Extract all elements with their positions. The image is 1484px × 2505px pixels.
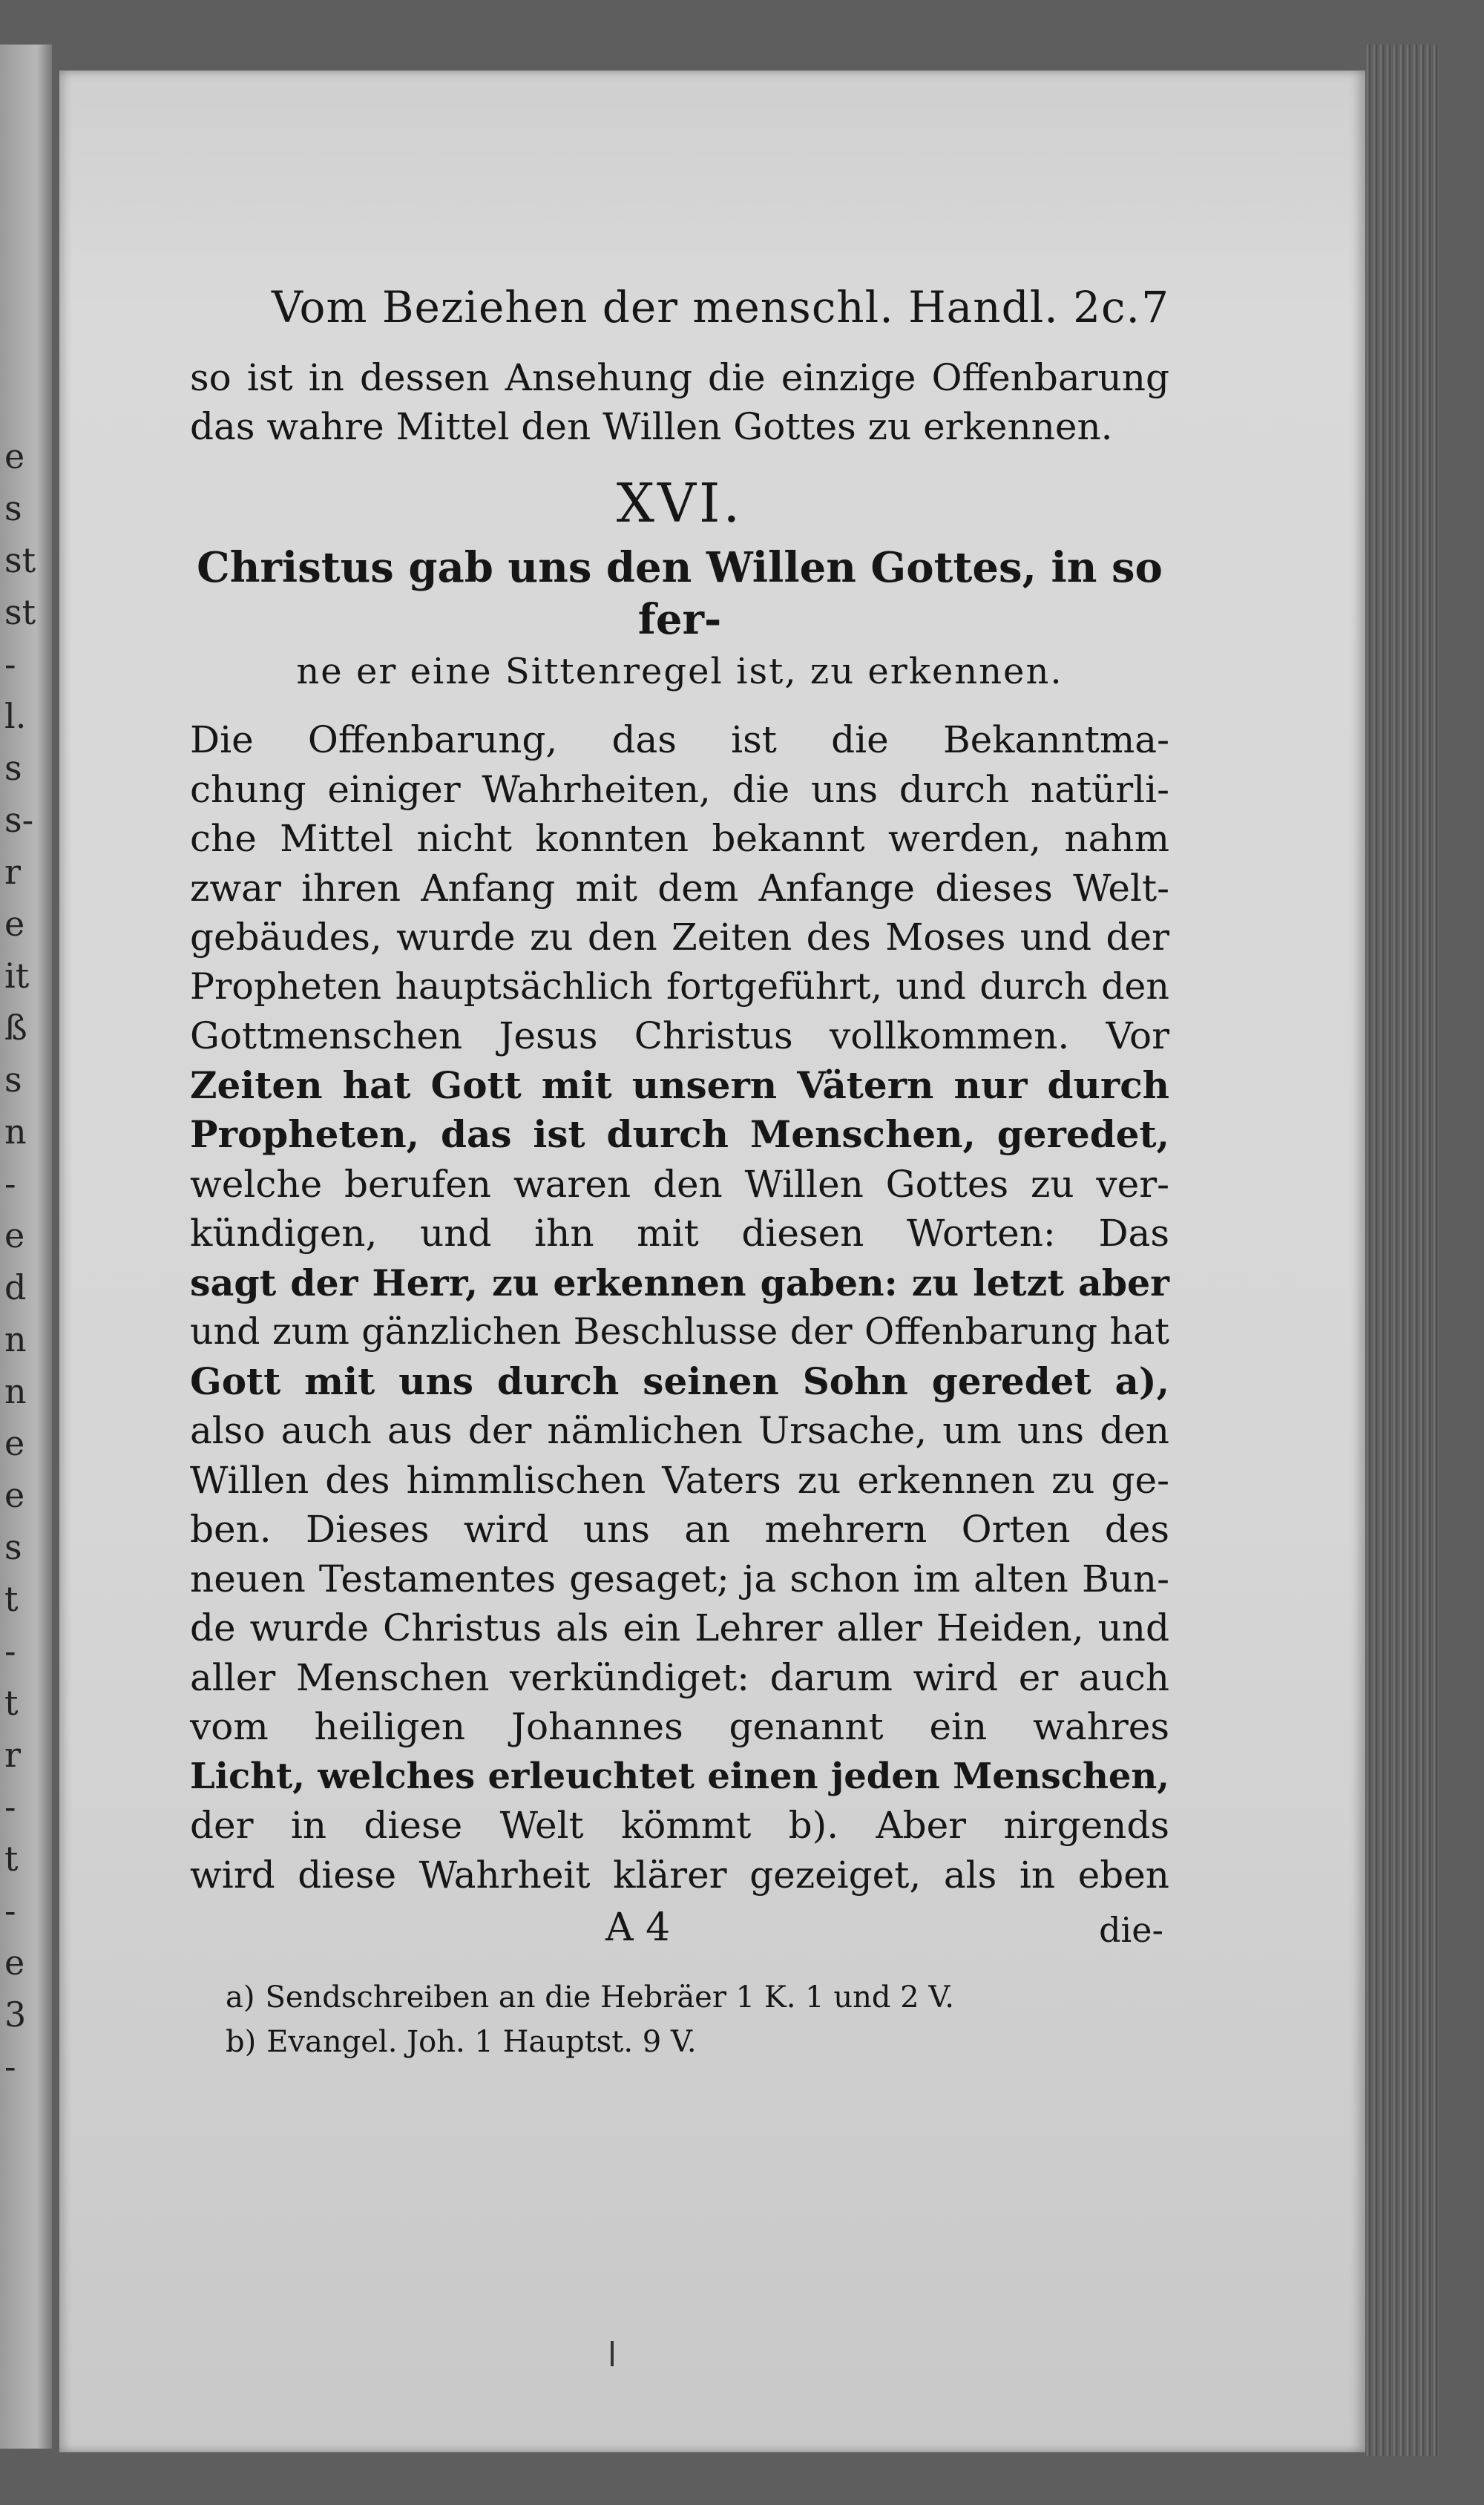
text-line: Propheten, das ist durch Menschen, geredet,: [190, 1112, 1169, 1156]
section-title-line: Christus gab uns den Willen Gottes, in so fer-: [197, 543, 1163, 644]
text-line: der in diese Welt kömmt b). Aber nirgends: [190, 1804, 1169, 1847]
fragment: -: [4, 1631, 16, 1671]
text-line: und zum gänzlichen Beschlusse der Offenbarung hat: [190, 1310, 1169, 1353]
footnote: [226, 2020, 1169, 2064]
text-line: also auch aus der nämlichen Ursache, um uns den: [190, 1409, 1169, 1452]
text-line: Licht, welches erleuchtet einen jeden Menschen,: [190, 1755, 1169, 1797]
intro-paragraph: [190, 353, 1169, 451]
fragment: r: [4, 1735, 21, 1775]
fragment: t: [4, 1683, 19, 1723]
footnote-marker: a): [226, 1980, 255, 2015]
text-line: aller Menschen verkündiget: darum wird er auch: [190, 1655, 1169, 1699]
footnote: [226, 1975, 1169, 2020]
fragment: t: [4, 1839, 19, 1879]
text-line: vom heiligen Johannes genannt ein wahres: [190, 1705, 1169, 1748]
body-paragraph: [190, 715, 1169, 1900]
signature-row: [190, 1905, 1169, 1953]
fragment: -: [4, 1163, 16, 1204]
fragment: e: [4, 1215, 25, 1255]
fragment: s: [4, 748, 22, 788]
text-line: Zeiten hat Gott mit unsern Vätern nur durch: [190, 1063, 1169, 1107]
section-title-line: ne er eine Sittenregel ist, zu erkennen.: [296, 651, 1063, 692]
fragment: s: [4, 1527, 22, 1567]
fragment: e: [4, 1423, 25, 1463]
fragment: n: [4, 1112, 27, 1152]
fragment: e: [4, 436, 25, 476]
fragment: s-: [4, 800, 34, 840]
text-line: kündigen, und ihn mit diesen Worten: Das: [190, 1212, 1169, 1255]
catchword: die-: [1099, 1910, 1163, 1950]
fragment: n: [4, 1319, 27, 1359]
fragment: e: [4, 1943, 25, 1983]
fragment: 3: [4, 1995, 27, 2035]
page-text: [190, 282, 1169, 2064]
text-line: wird diese Wahrheit klärer gezeiget, als in eben: [190, 1853, 1169, 1897]
text-line: welche berufen waren den Willen Gottes zu ver-: [190, 1162, 1169, 1206]
text-line: chung einiger Wahrheiten, die uns durch natürli-: [190, 767, 1169, 811]
fragment: s: [4, 488, 22, 528]
fragment: -: [4, 644, 16, 684]
fragment: st: [4, 540, 36, 580]
signature-mark: A 4: [605, 1905, 671, 1950]
fragment: ß: [4, 1008, 27, 1048]
footnote-text: Sendschreiben an die Hebräer 1 K. 1 und 2 V.: [265, 1980, 954, 2015]
page-mark: [611, 2341, 614, 2366]
running-head-title: Vom Beziehen der menschl. Handl. 2c.: [272, 282, 1140, 332]
fragment: t: [4, 1579, 19, 1619]
fragment: r: [4, 852, 21, 892]
page-number: 7: [1141, 282, 1169, 332]
text-line: ben. Dieses wird uns an mehrern Orten des: [190, 1508, 1169, 1551]
facing-page-fragments: [4, 430, 42, 2092]
text-line: das wahre Mittel den Willen Gottes zu erkennen.: [190, 405, 1113, 448]
footnotes: [226, 1975, 1169, 2064]
text-line: Gott mit uns durch seinen Sohn geredet a),: [190, 1359, 1169, 1403]
fragment: s: [4, 1060, 22, 1100]
fragment: n: [4, 1371, 27, 1411]
book-edge: [1365, 45, 1439, 2456]
text-line: gebäudes, wurde zu den Zeiten des Moses und der: [190, 916, 1169, 959]
text-line: Propheten hauptsächlich fortgeführt, und durch den: [190, 965, 1169, 1008]
footnote-text: Evangel. Joh. 1 Hauptst. 9 V.: [266, 2025, 697, 2059]
fragment: e: [4, 1475, 25, 1515]
fragment: it: [4, 956, 30, 996]
text-line: neuen Testamentes gesaget; ja schon im alten Bun-: [190, 1557, 1169, 1600]
fragment: -: [4, 2046, 16, 2087]
fragment: l.: [4, 696, 27, 736]
text-line: Gottmenschen Jesus Christus vollkommen. Vor: [190, 1014, 1169, 1057]
fragment: st: [4, 592, 36, 632]
text-line: sagt der Herr, zu erkennen gaben: zu letzt aber: [190, 1261, 1169, 1304]
facing-page-edge: [0, 45, 52, 2449]
footnote-marker: b): [226, 2025, 257, 2059]
fragment: -: [4, 1891, 16, 1931]
fragment: e: [4, 904, 25, 944]
fragment: -: [4, 1787, 16, 1827]
text-line: de wurde Christus als ein Lehrer aller Heiden, und: [190, 1606, 1169, 1649]
text-line: so ist in dessen Ansehung die einzige Offenbarung: [190, 356, 1169, 399]
running-head: [272, 282, 1169, 332]
fragment: d: [4, 1267, 27, 1307]
text-line: Die Offenbarung, das ist die Bekanntma-: [190, 718, 1169, 761]
section-number: XVI.: [616, 472, 743, 534]
text-line: che Mittel nicht konnten bekannt werden, nahm: [190, 817, 1169, 860]
text-line: zwar ihren Anfang mit dem Anfange dieses Welt-: [190, 866, 1169, 910]
text-line: Willen des himmlischen Vaters zu erkennen zu ge-: [190, 1458, 1169, 1502]
